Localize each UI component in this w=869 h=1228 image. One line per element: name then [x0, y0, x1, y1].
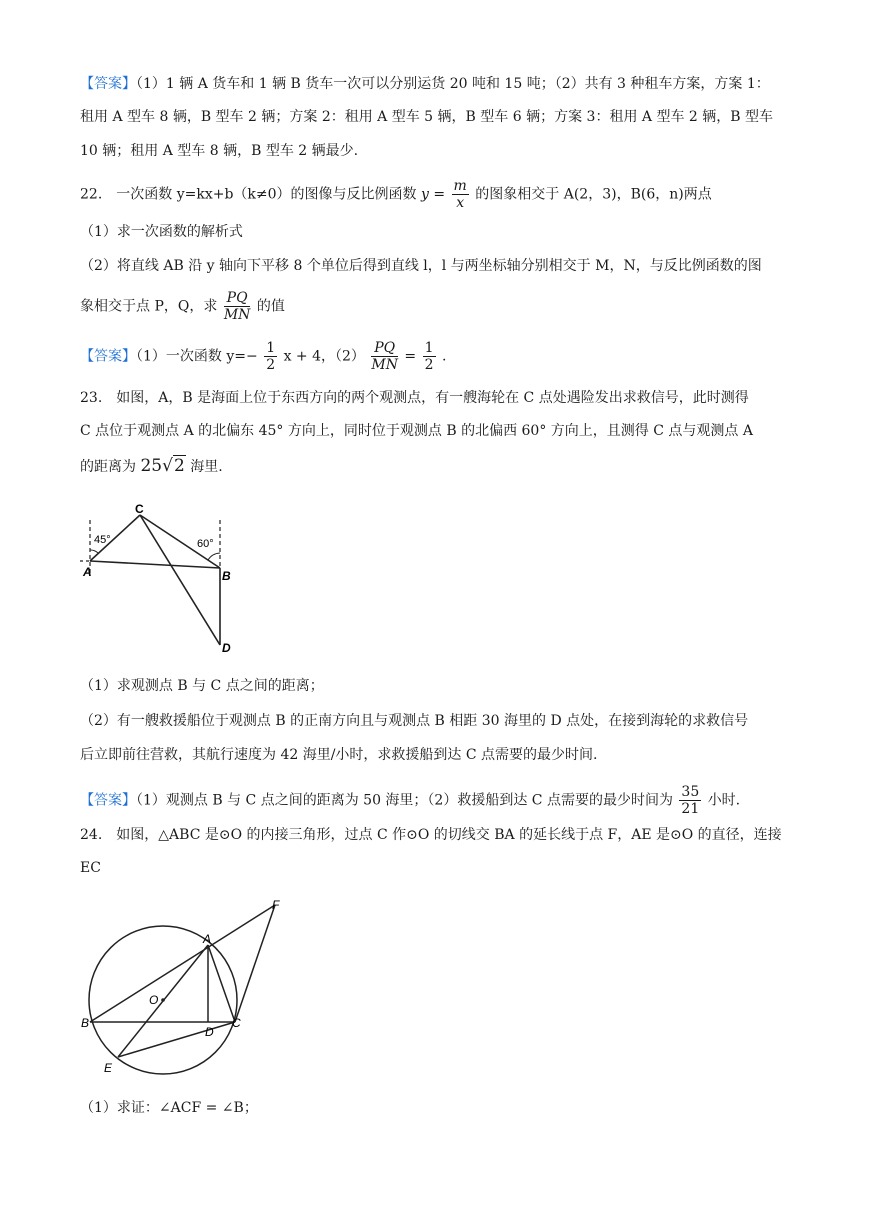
q23-answer-time: $\frac{35}{21}$	[681, 784, 700, 817]
question-22-part-2-line-2: 象相交于点 P，Q，求 $\frac{PQ}{MN}$ 的值	[80, 290, 285, 323]
question-22-stem	[80, 178, 792, 211]
question-22-part-1: （1）求一次函数的解析式	[80, 224, 243, 240]
label-o: O	[149, 993, 159, 1007]
line-bf	[90, 905, 275, 1022]
answer-tag: 【答案】	[80, 792, 136, 809]
label-f: F	[272, 898, 280, 912]
question-23-line-2: C 点位于观测点 A 的北偏东 45° 方向上，同时位于观测点 B 的北偏西 60° 方向上，且测得 C 点与观测点 A	[80, 423, 753, 439]
answer-tag: 【答案】	[80, 76, 136, 92]
line-ac	[208, 945, 235, 1022]
distance-value: 25√2	[140, 456, 185, 476]
q22-answer-half: $\frac{1}{2}$	[266, 340, 276, 373]
q22-fraction-m-x: $\frac{m}{x}$	[453, 178, 467, 211]
angle-60-label: 60°	[197, 538, 214, 550]
line-ab	[90, 561, 220, 568]
question-24-line-2: EC	[80, 860, 101, 876]
question-23-part-2-line-1: （2）有一艘救援船位于观测点 B 的正南方向且与观测点 B 相距 30 海里的 D 点处，在接到海轮的求救信号	[80, 713, 749, 729]
label-c: C	[135, 502, 144, 516]
figure-circle-triangle	[80, 895, 290, 1085]
label-c: C	[232, 1016, 241, 1030]
label-e: E	[104, 1061, 113, 1075]
line-ec	[118, 1022, 235, 1057]
answer-tag: 【答案】	[80, 348, 136, 365]
angle-45-label: 45°	[94, 534, 111, 546]
q22-answer-ratio: $\frac{PQ}{MN}$	[371, 340, 398, 373]
q22-stem-b: 的图象相交于 A(2，3)，B(6，n)两点	[475, 186, 712, 203]
label-b: B	[81, 1016, 90, 1030]
line-cd	[140, 515, 220, 645]
question-24-part-1: （1）求证：∠ACF = ∠B；	[80, 1100, 258, 1116]
answer-21-line-3: 10 辆；租用 A 型车 8 辆，B 型车 2 辆最少.	[80, 143, 359, 159]
label-a: A	[83, 565, 92, 579]
q22-answer-value: $\frac{1}{2}$	[424, 340, 434, 373]
answer-21-text-1: （1）1 辆 A 货车和 1 辆 B 货车一次可以分别运货 20 吨和 15 吨；（2）共有 3 种租车方案，方案 1：	[136, 76, 770, 92]
question-23-part-1: （1）求观测点 B 与 C 点之间的距离；	[80, 678, 324, 694]
answer-23: 【答案】（1）观测点 B 与 C 点之间的距离为 50 海里；（2）救援船到达 C 点需要的最少时间为 $\frac{35}{21}$ 小时.	[80, 784, 741, 817]
answer-21-line-1	[80, 74, 792, 94]
figure-observation-points	[80, 497, 240, 659]
label-a: A	[203, 932, 212, 946]
question-24-line-1: 24. 如图，△ABC 是⊙O 的内接三角形，过点 C 作⊙O 的切线交 BA 的延长线于点 F，AE 是⊙O 的直径，连接	[80, 827, 782, 843]
q22-stem-a: 22. 一次函数 y=kx+b（k≠0）的图像与反比例函数	[80, 186, 417, 203]
answer-21-line-2: 租用 A 型车 8 辆，B 型车 2 辆；方案 2：租用 A 型车 5 辆，B 型车 6 辆；方案 3：租用 A 型车 2 辆，B 型车	[80, 109, 773, 125]
label-d: D	[205, 1025, 214, 1039]
label-b: B	[222, 569, 231, 583]
question-23-line-1: 23. 如图，A，B 是海面上位于东西方向的两个观测点，有一艘海轮在 C 点处遇险发出求救信号，此时测得	[80, 390, 749, 406]
label-d: D	[222, 641, 231, 655]
answer-22: 【答案】（1）一次函数 y=− $\frac{1}{2}$ x + 4，（2） $\frac{PQ}{MN}$ = $\frac{1}{2}$ .	[80, 340, 447, 373]
question-23-line-3: 的距离为 25√2 海里.	[80, 456, 223, 476]
question-23-part-2-line-2: 后立即前往营救，其航行速度为 42 海里/小时，求救援船到达 C 点需要的最少时间.	[80, 747, 598, 763]
q22-ratio-pq-mn: $\frac{PQ}{MN}$	[223, 290, 251, 323]
line-cf	[235, 905, 275, 1022]
question-22-part-2-line-1: （2）将直线 AB 沿 y 轴向下平移 8 个单位后得到直线 l，l 与两坐标轴分别相交于 M，N，与反比例函数的图	[80, 258, 762, 274]
q22-y-eq: y =	[421, 186, 446, 203]
